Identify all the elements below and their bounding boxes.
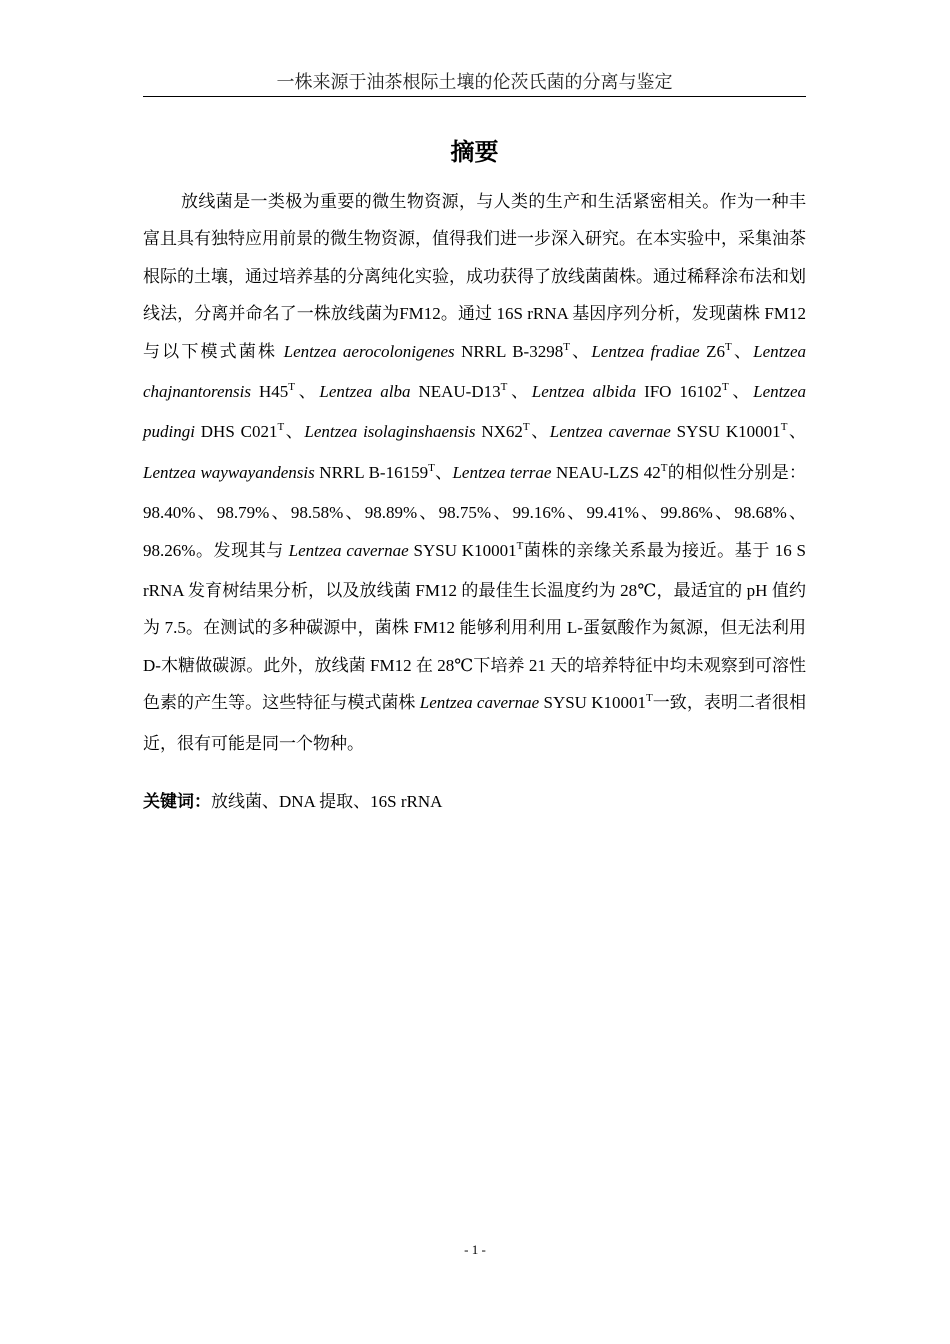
type-strain-mark: T bbox=[277, 421, 285, 434]
type-strain-mark: T bbox=[646, 692, 653, 705]
type-strain-mark: T bbox=[780, 421, 788, 434]
strain-id: NRRL B-16159 bbox=[314, 462, 429, 482]
separator: 、 bbox=[507, 382, 532, 402]
separator: 、 bbox=[569, 341, 592, 361]
type-strain-mark: T bbox=[500, 381, 508, 394]
strain-id: NRRL B-3298 bbox=[454, 341, 564, 361]
abstract-text-intro: 放线菌是一类极为重要的微生物资源，与人类的生产和生活紧密相关。作为一种丰富且具有独特应用前景的微生物资源，值得我们进一步深入研究。在本实验中，采集油茶根际的土壤，通过培养基的分离纯化实验，成功获得了放线菌菌株。通过稀释涂布法和划线法，分离并命名了一株放线菌为FM12。通过 16S rRNA 基因序列分析，发现菌株 FM12 与以下模式菌株 bbox=[143, 192, 806, 361]
species-name: Lentzea alba bbox=[319, 382, 411, 402]
abstract-text-conclusion: 一致，表明二者很相近，很有可能是同一个物种。 bbox=[143, 693, 807, 753]
separator: 、 bbox=[529, 422, 550, 442]
abstract-text-similarity: 的相似性分别是：98.40%、98.79%、98.58%、98.89%、98.75%、99.16%、99.41%、99.86%、98.68%、98.26%。发现其与 bbox=[143, 462, 807, 560]
separator: 、 bbox=[728, 382, 754, 402]
type-strain-mark: T bbox=[428, 461, 435, 474]
separator: 、 bbox=[434, 462, 453, 482]
strain-id: NEAU-LZS 42 bbox=[551, 462, 661, 482]
species-name: Lentzea cavernae bbox=[288, 540, 409, 560]
separator: 、 bbox=[294, 382, 320, 402]
separator: 、 bbox=[787, 422, 806, 442]
abstract-title: 摘要 bbox=[450, 138, 499, 166]
species-name: Lentzea terrae bbox=[452, 462, 552, 482]
species-name: Lentzea aerocolonigenes bbox=[283, 341, 455, 361]
species-name: Lentzea cavernae bbox=[549, 422, 671, 442]
type-strain-mark: T bbox=[725, 340, 732, 353]
keywords-text: 放线菌、DNA 提取、16S rRNA bbox=[211, 792, 443, 811]
species-name: Lentzea albida bbox=[531, 382, 637, 402]
separator: 、 bbox=[284, 422, 305, 442]
strain-id: DHS C021 bbox=[194, 422, 278, 442]
species-name: Lentzea fradiae bbox=[591, 341, 700, 361]
strain-id: IFO 16102 bbox=[636, 382, 722, 402]
page-number: - 1 - bbox=[464, 1242, 486, 1257]
strain-id: NX62 bbox=[475, 422, 523, 442]
species-name: Lentzea isolaginshaensis bbox=[304, 422, 476, 442]
keywords-label: 关键词： bbox=[143, 792, 211, 812]
species-name: Lentzea cavernae bbox=[419, 693, 540, 713]
strain-id: SYSU K10001 bbox=[539, 693, 647, 713]
abstract-text-characteristics: 菌株的亲缘关系最为接近。基于 16 S rRNA 发育树结果分析，以及放线菌 FM12 的最佳生长温度约为 28℃，最适宜的 pH 值约为 7.5。在测试的多种碳源中，菌株 FM12 能够利用利用 L-蛋氨酸作为氮源，但无法利用 D-木糖做碳源。此外，放线菌 FM12 在 28℃下培养 21 天的培养特征中均未观察到可溶性色素的产生等。这些特征与模式菌株 bbox=[143, 540, 806, 713]
species-name: Lentzea pudingi bbox=[143, 382, 806, 442]
strain-id: NEAU-D13 bbox=[410, 382, 501, 402]
abstract-paragraph bbox=[143, 183, 806, 762]
strain-id: H45 bbox=[250, 382, 289, 402]
type-strain-mark: T bbox=[721, 381, 729, 394]
type-strain-mark: T bbox=[288, 381, 295, 394]
keywords-line bbox=[143, 783, 806, 821]
type-strain-mark: T bbox=[516, 539, 524, 552]
species-name: Lentzea chajnantorensis bbox=[143, 341, 807, 402]
strain-id: SYSU K10001 bbox=[408, 540, 517, 560]
separator: 、 bbox=[731, 341, 754, 361]
strain-id: SYSU K10001 bbox=[670, 422, 781, 442]
type-strain-mark: T bbox=[522, 421, 530, 434]
type-strain-mark: T bbox=[660, 461, 668, 474]
type-strain-mark: T bbox=[563, 340, 570, 353]
species-name: Lentzea waywayandensis bbox=[143, 462, 315, 482]
running-header: 一株来源于油茶根际土壤的伦茨氏菌的分离与鉴定 bbox=[143, 68, 806, 97]
strain-id: Z6 bbox=[699, 341, 726, 361]
